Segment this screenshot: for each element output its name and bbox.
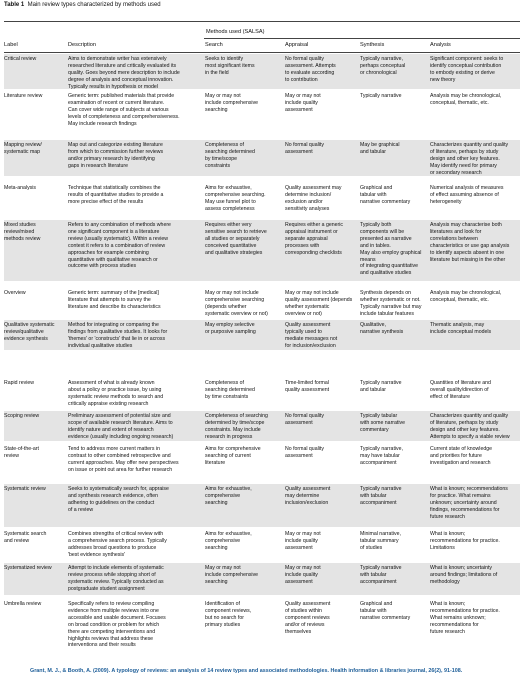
- row-label: Mapping review/ systematic map: [4, 142, 42, 155]
- row-search: Aims for comprehensive searching of current literature: [205, 446, 261, 466]
- row-description: Map out and categorize existing literature from which to commission further reviews and/or primary research by identifying gaps in research literature: [68, 142, 164, 169]
- row-appraisal: May or may not include quality assessment (depends whether systematic overview or not): [285, 290, 353, 317]
- row-label: Systematized review: [4, 565, 52, 571]
- row-description: Method for integrating or comparing the findings from qualitative studies. It looks for 'themes' or 'constructs' that lie in or across individual qualitative studies: [68, 322, 168, 349]
- row-analysis: What is known; uncertainty around findings; limitations of methodology: [430, 565, 498, 585]
- row-description: Refers to any combination of methods where one significant component is a literature review (usually systematic). Within a review context it refers to a combination of review approaches for example combining quantitative with qualitative research or outcome with process studies: [68, 222, 171, 270]
- top-rule: [4, 21, 520, 22]
- citation: Grant, M. J., & Booth, A. (2009). A typology of reviews: an analysis of 14 review types and associated methodologies. Health information & libraries journal, 26(2), 91-108.: [30, 668, 463, 674]
- table-caption-label: Table 1: [4, 2, 25, 8]
- row-analysis: What is known; recommendations for practice. Limitations: [430, 531, 500, 551]
- row-label: Scoping review: [4, 413, 40, 419]
- row-label: Umbrella review: [4, 601, 42, 607]
- row-description: Generic term: summary of the [medical] literature that attempts to survey the literature and describe its characteristics: [68, 290, 161, 310]
- row-label: Mixed studies review/mixed methods review: [4, 222, 41, 242]
- row-description: Assessment of what is already known about a policy or practice issue, by using systematic review methods to search and critically appraise existing research: [68, 380, 164, 407]
- row-synthesis: Typically narrative with tabular accompaniment: [360, 486, 402, 506]
- col-header-label: Label: [4, 42, 18, 48]
- row-label: Critical review: [4, 56, 37, 62]
- row-search: Identification of component reviews, but no search for primary studies: [205, 601, 252, 628]
- row-search: Seeks to identify most significant items in the field: [205, 56, 255, 76]
- row-synthesis: Minimal narrative, tabular summary of studies: [360, 531, 401, 551]
- row-analysis: Analysis may characterise both literatures and look for correlations between characteristics or use gap analysis to identify aspects absent in one literature but missing in the other: [430, 222, 510, 263]
- row-label: Systematic review: [4, 486, 46, 492]
- row-search: Aims for exhaustive, comprehensive searching. May use funnel plot to assess completeness: [205, 185, 266, 212]
- row-search: Aims for exhaustive, comprehensive searching: [205, 486, 252, 506]
- row-label: Qualitative systematic review/qualitative evidence synthesis: [4, 322, 55, 342]
- row-analysis: Thematic analysis, may include conceptual models: [430, 322, 492, 335]
- row-synthesis: Typically both components will be presented as narrative and in tables. May also employ graphical means of integrating quantitative and qualitative studies: [360, 222, 422, 277]
- row-synthesis: Qualitative, narrative synthesis: [360, 322, 404, 335]
- row-label: Meta-analysis: [4, 185, 37, 191]
- row-synthesis: Typically tabular with some narrative commentary: [360, 413, 405, 433]
- row-appraisal: Quality assessment of studies within component reviews and/or of reviews themselves: [285, 601, 331, 635]
- methods-group-header: Methods used (SALSA): [206, 29, 265, 35]
- row-description: Technique that statistically combines the results of quantitative studies to provide a more precise effect of the results: [68, 185, 164, 205]
- row-analysis: Quantities of literature and overall quality/direction of effect of literature: [430, 380, 491, 400]
- row-appraisal: May or may not include quality assessment: [285, 531, 321, 551]
- row-synthesis: Graphical and tabular with narrative commentary: [360, 601, 411, 621]
- row-analysis: Characterizes quantity and quality of literature, perhaps by study design and other key features. May identify need for primary or secondary research: [430, 142, 509, 176]
- row-analysis: Characterizes quantity and quality of literature, perhaps by study design and other key features. Attempts to specify a viable review: [430, 413, 510, 440]
- col-header-search: Search: [205, 42, 223, 48]
- row-appraisal: May or may not include quality assessment: [285, 565, 321, 585]
- col-header-analysis: Analysis: [430, 42, 451, 48]
- row-analysis: Numerical analysis of measures of effect assuming absence of heterogeneity: [430, 185, 504, 205]
- row-appraisal: May or may not include quality assessment: [285, 93, 321, 113]
- row-search: Completeness of searching determined by time/scope constraints: [205, 142, 255, 169]
- row-search: Completeness of searching determined by time constraints: [205, 380, 255, 400]
- row-synthesis: Typically narrative and tabular: [360, 380, 402, 393]
- row-appraisal: No formal quality assessment: [285, 142, 324, 155]
- row-label: Rapid review: [4, 380, 34, 386]
- row-appraisal: No formal quality assessment: [285, 413, 324, 426]
- row-appraisal: Quality assessment may determine inclusion/ exclusion and/or sensitivity analyses: [285, 185, 342, 212]
- row-synthesis: Typically narrative with tabular accompaniment: [360, 565, 402, 585]
- row-appraisal: Quality assessment may determine inclusion/exclusion: [285, 486, 331, 506]
- row-description: Aims to demonstrate writer has extensively researched literature and critically evaluated its quality. Goes beyond mere description to include degree of analysis and conceptual innovation. Typically results in hypothesis or model: [68, 56, 180, 90]
- row-appraisal: No formal quality assessment. Attempts to evaluate according to contribution: [285, 56, 336, 83]
- row-search: May or may not include comprehensive searching (depends whether systematic overview or not): [205, 290, 268, 317]
- row-description: Specifically refers to review compiling evidence from multiple reviews into one accessible and usable document. Focuses on broad condition or problem for which there are competing interventions and highlights reviews that address these interventions and their results: [68, 601, 166, 649]
- row-analysis: Current state of knowledge and priorities for future investigation and research: [430, 446, 492, 466]
- row-analysis: What is known; recommendations for practice. What remains unknown; uncertainty around findings, recommendations for future research: [430, 486, 508, 520]
- row-synthesis: May be graphical and tabular: [360, 142, 400, 155]
- row-description: Generic term: published materials that provide examination of recent or current literature. Can cover wide range of subjects at various levels of completeness and comprehensiveness. May include research findings: [68, 93, 180, 127]
- table-caption: [4, 2, 161, 8]
- table-caption-text: Main review types characterized by methods used: [27, 2, 161, 8]
- row-search: Aims for exhaustive, comprehensive searching: [205, 531, 252, 551]
- row-synthesis: Typically narrative, perhaps conceptual or chronological: [360, 56, 406, 76]
- row-appraisal: Requires either a generic appraisal instrument or separate appraisal processes with corresponding checklists: [285, 222, 343, 256]
- row-description: Preliminary assessment of potential size and scope of available research literature. Aims to identify nature and extent of research evidence (usually including ongoing research): [68, 413, 174, 440]
- row-synthesis: Typically narrative, may have tabular accompaniment: [360, 446, 403, 466]
- row-description: Seeks to systematically search for, appraise and synthesis research evidence, often adhering to guidelines on the conduct of a review: [68, 486, 169, 513]
- row-search: May employ selective or purposive sampling: [205, 322, 256, 335]
- row-synthesis: Graphical and tabular with narrative commentary: [360, 185, 411, 205]
- row-analysis: Analysis may be chronological, conceptual, thematic, etc.: [430, 93, 502, 106]
- col-header-description: Description: [68, 42, 96, 48]
- col-header-synthesis: Synthesis: [360, 42, 385, 48]
- row-label: State-of-the-art review: [4, 446, 39, 459]
- row-label: Literature review: [4, 93, 43, 99]
- row-search: May or may not include comprehensive searching: [205, 565, 259, 585]
- row-search: Requires either very sensitive search to retrieve all studies or separately conceived quantitative and qualitative strategies: [205, 222, 267, 256]
- row-analysis: Analysis may be chronological, conceptual, thematic, etc.: [430, 290, 502, 303]
- row-appraisal: Time-limited formal quality assessment: [285, 380, 330, 393]
- header-rule: [4, 52, 520, 53]
- row-search: Completeness of searching determined by time/scope constraints. May include research in progress: [205, 413, 268, 440]
- row-label: Systematic search and review: [4, 531, 47, 544]
- row-synthesis: Typically narrative: [360, 93, 402, 99]
- row-analysis: What is known; recommendations for practice. What remains unknown; recommendations for future research: [430, 601, 500, 635]
- row-appraisal: No formal quality assessment: [285, 446, 324, 459]
- row-analysis: Significant component: seeks to identify conceptual contribution to embody existing or derive new theory: [430, 56, 504, 83]
- row-synthesis: Synthesis depends on whether systematic or not. Typically narrative but may include tabular features: [360, 290, 422, 317]
- row-description: Combines strengths of critical review with a comprehensive search process. Typically addresses broad questions to produce 'best evidence synthesis': [68, 531, 167, 558]
- row-appraisal: Quality assessment typically used to mediate messages not for inclusion/exclusion: [285, 322, 338, 349]
- row-label: Overview: [4, 290, 26, 296]
- row-search: May or may not include comprehensive searching: [205, 93, 259, 113]
- row-description: Tend to address more current matters in contrast to other combined retrospective and current approaches. May offer new perspectives on issue or point out area for further research: [68, 446, 179, 473]
- col-header-appraisal: Appraisal: [285, 42, 309, 48]
- row-description: Attempt to include elements of systematic review process while stopping short of systematic review. Typically conducted as postgraduate student assignment: [68, 565, 164, 592]
- group-rule: [204, 38, 520, 39]
